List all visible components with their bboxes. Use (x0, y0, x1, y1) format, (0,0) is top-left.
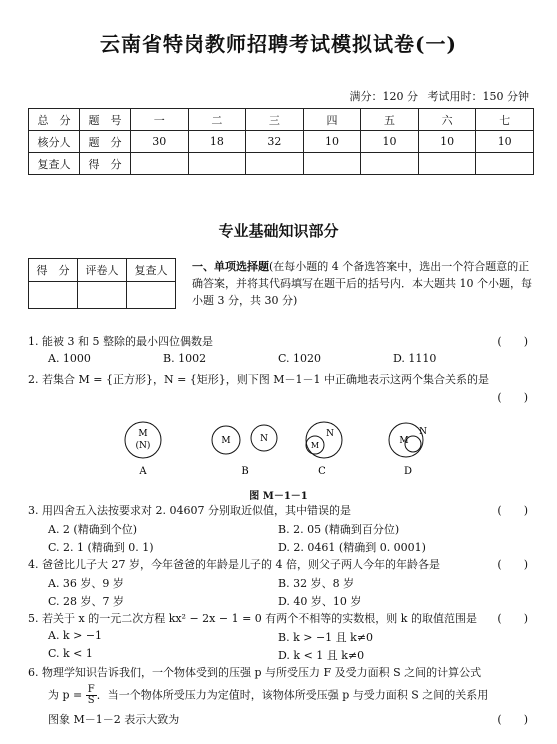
question-1 (28, 334, 538, 350)
set-n-label: N (326, 429, 334, 439)
table-row (29, 109, 534, 131)
table-cell: 得 分 (80, 153, 131, 175)
score-input-cell[interactable] (418, 153, 476, 175)
score-input-cell[interactable] (361, 153, 419, 175)
table-cell: 核分人 (29, 131, 80, 153)
table-cell: 五 (361, 109, 419, 131)
option-b[interactable]: B. 32 岁、8 岁 (278, 577, 355, 590)
table-cell: 七 (476, 109, 534, 131)
option-c[interactable]: C. 1020 (278, 352, 322, 365)
question-number: 6. (28, 666, 39, 679)
option-d[interactable]: D. 40 岁、10 岁 (278, 595, 362, 608)
checker-label: 复查人 (127, 259, 176, 282)
set-n-label: N (260, 434, 268, 444)
question-6-line3 (48, 712, 538, 728)
score-input-cell[interactable] (29, 282, 78, 309)
option-a[interactable]: A. 2 (精确到个位) (48, 523, 138, 536)
table-cell: 10 (418, 131, 476, 153)
full-score: 满分：120 分 (349, 90, 418, 103)
option-label: C (318, 466, 326, 477)
answer-bracket[interactable]: ( ) (497, 612, 528, 625)
score-input-cell[interactable] (476, 153, 534, 175)
set-n-label: (N) (135, 441, 151, 451)
table-cell: 三 (246, 109, 304, 131)
question-text-cont: 图象 M－1－2 表示大致为 (48, 713, 180, 726)
instruction-text: (在每小题的 4 个备选答案中，选出一个符合题意的正确答案，并将其代码填写在题干后的括号内．本大题共 10 个小题，每小题 3 分，共 30 分) (192, 260, 532, 307)
option-b[interactable]: B. k > −1 且 k≠0 (278, 631, 374, 644)
option-c[interactable]: C. 28 岁、7 岁 (48, 595, 125, 608)
set-m-label: M (138, 429, 148, 439)
question-text: 爸爸比儿子大 27 岁，今年爸爸的年龄是儿子的 4 倍，则父子两人今年的年龄各是 (42, 558, 440, 571)
venn-diagrams (28, 418, 538, 486)
table-row (29, 153, 534, 175)
option-label: A (139, 466, 147, 477)
table-row (29, 131, 534, 153)
pressure-fraction (86, 685, 97, 706)
set-n-label: N (419, 427, 427, 437)
score-input-cell[interactable] (188, 153, 246, 175)
option-c[interactable]: C. 2. 1 (精确到 0. 1) (48, 541, 154, 554)
venn-option-c[interactable] (306, 422, 342, 477)
question-text: 能被 3 和 5 整除的最小四位偶数是 (42, 335, 213, 348)
section-instructions (192, 258, 532, 309)
figure-caption: 图 M－1－1 (249, 491, 308, 502)
table-cell: 10 (361, 131, 419, 153)
option-d[interactable]: D. 1110 (393, 352, 437, 365)
question-number: 5. (28, 612, 39, 625)
set-m-circle (125, 422, 161, 458)
section-title: 专业基础知识部分 (218, 222, 339, 240)
question-5 (28, 611, 538, 627)
option-label: B (241, 466, 249, 477)
table-cell: 32 (246, 131, 304, 153)
grade-box (28, 258, 176, 309)
exam-meta (344, 88, 530, 104)
venn-option-b[interactable] (212, 425, 277, 477)
venn-option-d[interactable] (389, 423, 427, 477)
grader-input-cell[interactable] (78, 282, 127, 309)
set-m-label: M (399, 436, 409, 446)
answer-bracket[interactable]: ( ) (497, 558, 528, 571)
question-text: 用四舍五入法按要求对 2. 04607 分别取近似值，其中错误的是 (42, 504, 351, 517)
table-cell: 总 分 (29, 109, 80, 131)
answer-bracket[interactable]: ( ) (497, 335, 528, 348)
option-d[interactable]: D. 2. 0461 (精确到 0. 0001) (278, 541, 426, 554)
score-table (28, 108, 534, 175)
table-cell: 10 (476, 131, 534, 153)
section-heading: 一、单项选择题 (192, 260, 269, 273)
table-cell: 题 分 (80, 131, 131, 153)
option-label: D (403, 466, 413, 477)
set-n-circle (306, 422, 342, 458)
question-text: 物理学知识告诉我们，一个物体受到的压强 p 与所受压力 F 及受力面积 S 之间的计算公式 (42, 666, 482, 679)
table-cell: 四 (303, 109, 361, 131)
table-cell: 二 (188, 109, 246, 131)
question-2 (28, 372, 518, 388)
score-input-cell[interactable] (246, 153, 304, 175)
set-m-label: M (221, 436, 231, 446)
option-a[interactable]: A. k > −1 (48, 629, 103, 642)
grader-label: 评卷人 (78, 259, 127, 282)
answer-bracket[interactable]: ( ) (497, 504, 528, 517)
question-text-cont: ．当一个物体所受压力为定值时，该物体所受压强 p 与受力面积 S 之间的关系用 (96, 688, 489, 702)
table-cell: 一 (131, 109, 189, 131)
question-text: 若关于 x 的一元二次方程 kx² − 2x − 1 = 0 有两个不相等的实数根，则 k 的取值范围是 (42, 612, 477, 625)
table-cell: 题 号 (80, 109, 131, 131)
score-input-cell[interactable] (303, 153, 361, 175)
question-4 (28, 557, 538, 573)
exam-time: 考试用时：150 分钟 (427, 90, 529, 103)
table-cell: 10 (303, 131, 361, 153)
table-cell: 六 (418, 109, 476, 131)
page-title: 云南省特岗教师招聘考试模拟试卷(一) (100, 32, 457, 56)
checker-input-cell[interactable] (127, 282, 176, 309)
answer-bracket[interactable]: ( ) (497, 391, 528, 404)
option-c[interactable]: C. k < 1 (48, 647, 93, 660)
question-text: 若集合 M = {正方形}，N = {矩形}，则下图 M－1－1 中正确地表示这两个集合关系的是 (42, 373, 490, 386)
score-input-cell[interactable] (131, 153, 189, 175)
formula-prefix: 为 p = (48, 688, 86, 702)
table-cell: 18 (188, 131, 246, 153)
grade-score-label: 得 分 (29, 259, 78, 282)
answer-bracket[interactable]: ( ) (497, 713, 528, 726)
question-number: 2. (28, 373, 39, 386)
question-number: 1. (28, 335, 39, 348)
fraction-denominator: S (87, 695, 95, 706)
question-number: 4. (28, 558, 39, 571)
venn-option-a[interactable] (125, 422, 161, 477)
table-row (29, 259, 176, 282)
option-a[interactable]: A. 1000 (48, 352, 91, 365)
question-6-line2 (48, 685, 538, 706)
fraction-numerator: F (87, 684, 95, 695)
option-b[interactable]: B. 1002 (163, 352, 207, 365)
question-6 (28, 665, 538, 681)
table-row (29, 282, 176, 309)
option-a[interactable]: A. 36 岁、9 岁 (48, 577, 124, 590)
option-b[interactable]: B. 2. 05 (精确到百分位) (278, 523, 400, 536)
table-cell: 复查人 (29, 153, 80, 175)
question-number: 3. (28, 504, 39, 517)
set-m-label: M (310, 441, 320, 450)
option-d[interactable]: D. k < 1 且 k≠0 (278, 649, 365, 662)
table-cell: 30 (131, 131, 189, 153)
question-3 (28, 503, 538, 519)
